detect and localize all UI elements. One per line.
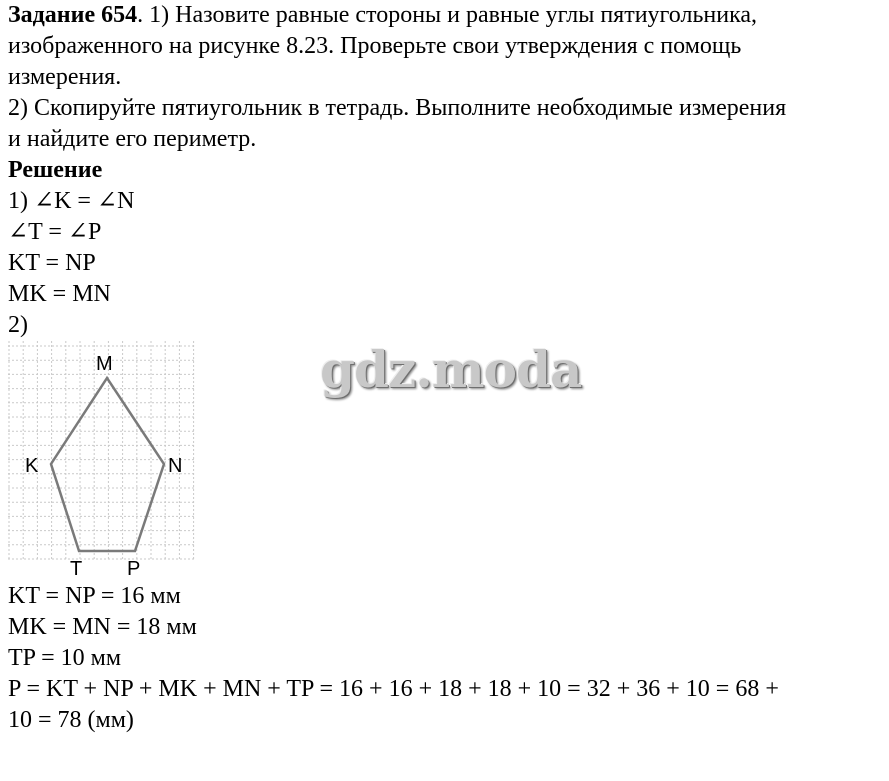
solution-part2-label: 2)	[8, 312, 28, 338]
result-line-1: KT = NP = 16 мм	[8, 583, 181, 609]
watermark: gdz.moda	[320, 340, 582, 399]
task-part1-intro: . 1) Назовите равные стороны и равные углы пятиугольника,	[137, 2, 758, 28]
perimeter-line-1: P = KT + NP + MK + MN + TP = 16 + 16 + 18 + 18 + 10 = 32 + 36 + 10 = 68 +	[8, 676, 779, 702]
vertex-label-m: M	[96, 353, 113, 375]
solution-side-eq-1: KT = NP	[8, 250, 96, 276]
solution-angle-eq-2: ∠T = ∠P	[8, 219, 102, 245]
vertex-label-t: T	[70, 558, 83, 580]
pentagon-shape	[51, 378, 164, 551]
result-line-3: TP = 10 мм	[8, 645, 122, 671]
vertex-label-n: N	[168, 455, 183, 477]
perimeter-line-2: 10 = 78 (мм)	[8, 707, 134, 733]
task-line-4: 2) Скопируйте пятиугольник в тетрадь. Выполните необходимые измерения	[8, 95, 787, 121]
solution-side-eq-2: MK = MN	[8, 281, 111, 307]
result-line-2: MK = MN = 18 мм	[8, 614, 197, 640]
task-line-5: и найдите его периметр.	[8, 126, 257, 152]
task-line-3: измерения.	[8, 64, 122, 90]
task-line-1	[8, 0, 886, 31]
task-line-2: изображенного на рисунке 8.23. Проверьте свои утверждения с помощь	[8, 33, 742, 59]
pentagon-figure	[8, 341, 198, 581]
solution-angle-eq-1: 1) ∠K = ∠N	[8, 188, 135, 214]
vertex-label-p: P	[127, 558, 141, 580]
pentagon-drawing	[8, 341, 198, 581]
task-title: Задание 654	[8, 2, 138, 28]
vertex-label-k: K	[25, 455, 39, 477]
solution-heading: Решение	[8, 157, 103, 183]
